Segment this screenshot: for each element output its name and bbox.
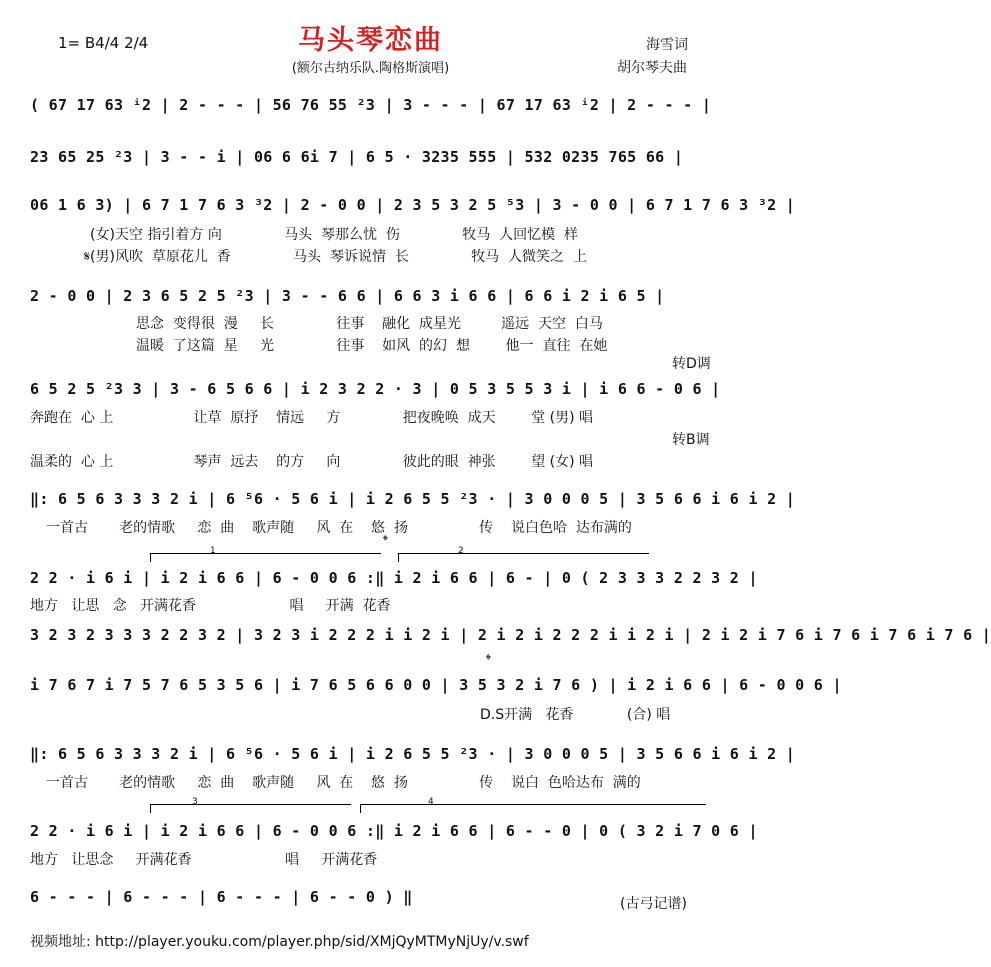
lyric-row-5a: 奔跑在 心 上 让草 原抒 情远 方 把夜晚唤 成天 堂 (男) 唱	[30, 410, 594, 426]
score-row-10: ‖: 6 5 6 3 3 3 2 i | 6 ⁵6 · 5 6 i | i 2 6 5 5 ²3 · | 3 0 0 0 5 | 3 5 6 6 i 6 i 2 |	[30, 745, 796, 763]
video-url-text: 视频地址: http://player.youku.com/player.php/sid/XMjQyMTMyNjUy/v.swf	[30, 934, 529, 950]
lyric-row-10: 一首古 老的情歌 恋 曲 歌声随 风 在 悠 扬 传 说白 色哈达布 满的	[46, 775, 641, 791]
volta-bracket-3	[150, 804, 351, 813]
volta-number-3: 3	[192, 797, 198, 807]
volta-number-1: 1	[210, 546, 216, 556]
key-change-b: 转B调	[672, 432, 710, 448]
score-row-12: 6 - - - | 6 - - - | 6 - - - | 6 - - 0 ) ‖	[30, 888, 413, 906]
lyricist-credit: 海雪词	[646, 37, 688, 53]
performer-subtitle: (额尔古纳乐队.陶格斯演唱)	[291, 61, 450, 76]
lyric-row-11: 地方 让思念 开满花香 唱 开满花香	[30, 852, 378, 868]
volta-number-4: 4	[428, 797, 434, 807]
score-row-8: 3 2 3 2 3 3 3 2 2 3 2 | 3 2 3 i 2 2 2 i i 2 i | 2 i 2 i 2 2 2 i i 2 i | 2 i 2 i 7 6 i 7 6 i 7 6 i 7 6 |	[30, 626, 991, 644]
score-row-5: 6 5 2 5 ²3 3 | 3 - 6 5 6 6 | i 2 3 2 2 · 3 | 0 5 3 5 5 3 i | i 6 6 - 0 6 |	[30, 380, 721, 398]
score-row-7: 2 2 · i 6 i | i 2 i 6 6 | 6 - 0 0 6 :‖ i 2 i 6 6 | 6 - | 0 ( 2 3 3 3 2 2 3 2 |	[30, 569, 758, 587]
lyric-row-7: 地方 让思 念 开满花香 唱 开满 花香	[30, 598, 391, 614]
volta-bracket-2	[398, 553, 649, 562]
lyric-row-3b: 𝄋(男)风吹 草原花儿 香 马头 琴诉说情 长 牧马 人微笑之 上	[84, 249, 587, 265]
score-row-6: ‖: 6 5 6 3 3 3 2 i | 6 ⁵6 · 5 6 i | i 2 6 5 5 ²3 · | 3 0 0 0 5 | 3 5 6 6 i 6 i 2 |	[30, 490, 796, 508]
lyric-row-4a: 思念 变得很 漫 长 往事 融化 成星光 遥远 天空 白马	[136, 316, 603, 332]
coda-sign-2: 𝄌	[486, 652, 491, 668]
score-row-9: i 7 6 7 i 7 5 7 6 5 3 5 6 | i 7 6 5 6 6 0 0 | 3 5 3 2 i 7 6 ) | i 2 i 6 6 | 6 - 0 0 6 |	[30, 676, 842, 694]
score-row-4: 2 - 0 0 | 2 3 6 5 2 5 ²3 | 3 - - 6 6 | 6 6 3 i 6 6 | 6 6 i 2 i 6 5 |	[30, 287, 665, 305]
volta-number-2: 2	[458, 546, 464, 556]
lyric-row-5b: 温柔的 心 上 琴声 远去 的方 向 彼此的眼 神张 望 (女) 唱	[30, 454, 594, 470]
lyric-row-4b: 温暖 了这篇 星 光 往事 如风 的幻 想 他一 直往 在她	[136, 338, 608, 354]
volta-bracket-1	[150, 553, 381, 562]
song-title: 马头琴恋曲	[298, 25, 443, 56]
score-row-2: 23 65 25 ²3 | 3 - - i | 06 6 6i 7 | 6 5 · 3235 555 | 532 0235 765 66 |	[30, 148, 684, 166]
volta-bracket-4	[360, 804, 706, 813]
lyric-row-3a: (女)天空 指引着方 向 马头 琴那么忧 伤 牧马 人回忆模 样	[90, 227, 579, 243]
key-signature: 1= B4/4 2/4	[58, 34, 149, 52]
lyric-row-9: D.S开满 花香 (合) 唱	[480, 707, 671, 723]
lyric-row-6: 一首古 老的情歌 恋 曲 歌声随 风 在 悠 扬 传 说白色哈 达布满的	[46, 520, 632, 536]
coda-sign-1: 𝄌	[383, 533, 388, 549]
score-row-1: ( 67 17 63 ⁱ2 | 2 - - - | 56 76 55 ²3 | 3 - - - | 67 17 63 ⁱ2 | 2 - - - |	[30, 96, 712, 114]
transcriber-credit: (古弓记谱)	[620, 896, 687, 912]
key-change-d: 转D调	[672, 356, 711, 372]
composer-credit: 胡尔琴夫曲	[617, 60, 687, 76]
score-row-3: 06 1 6 3) | 6 7 1 7 6 3 ³2 | 2 - 0 0 | 2 3 5 3 2 5 ⁵3 | 3 - 0 0 | 6 7 1 7 6 3 ³2 |	[30, 196, 796, 214]
score-row-11: 2 2 · i 6 i | i 2 i 6 6 | 6 - 0 0 6 :‖ i 2 i 6 6 | 6 - - 0 | 0 ( 3 2 i 7 0 6 |	[30, 822, 758, 840]
